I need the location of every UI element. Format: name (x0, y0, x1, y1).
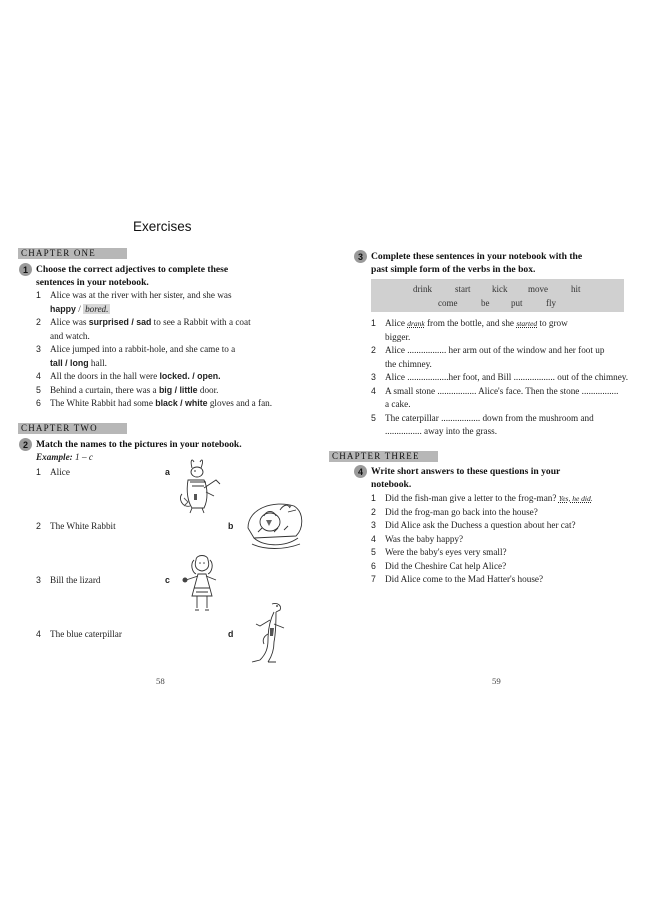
verb-word-box (371, 279, 624, 312)
white-rabbit-illustration (176, 458, 224, 514)
list-item: the chimney. (385, 358, 432, 369)
filled-answer: drank (407, 319, 425, 328)
filled-answer: started (516, 319, 538, 328)
exercise-4-items: 1 Did the fish-man give a letter to the frog-man? Yes, he did. 2 Did the frog-man go back into the house? 3 Did Alice ask the Duchess a question about her cat? 4 Was the baby happy? 5 Were the baby's eyes very small? 6 Did the Cheshire Cat help Alice? 7 Did Alice come to the Mad Hatter's house? (371, 493, 593, 584)
verb-word: put (511, 298, 523, 308)
exercise-2-example: Example: 1 – c (36, 452, 93, 462)
bill-lizard-illustration (246, 600, 292, 664)
list-item: a cake. (385, 399, 411, 409)
exercise-1-number: 1 (19, 263, 32, 276)
list-item: bigger. (385, 331, 411, 342)
verb-word: start (455, 284, 471, 294)
page-number-left: 58 (156, 676, 165, 686)
exercise-3-number: 3 (354, 250, 367, 263)
picture-label-d: d (228, 629, 234, 639)
chapter-three-heading: CHAPTER THREE (329, 451, 438, 462)
exercise-4-instruction: Write short answers to these questions in your notebook. (371, 466, 561, 490)
verb-word: move (528, 284, 548, 294)
list-item: tall / long hall. (50, 357, 107, 368)
filled-answer: Yes, he did. (558, 494, 593, 503)
picture-label-a: a (165, 467, 170, 477)
alice-illustration (182, 554, 222, 614)
chapter-two-heading: CHAPTER TWO (18, 423, 127, 434)
exercise-1-instruction: Choose the correct adjectives to complete these sentences in your notebook. (36, 264, 229, 288)
picture-label-b: b (228, 521, 234, 531)
verb-word: come (438, 298, 458, 308)
page-title: Exercises (133, 219, 192, 234)
exercise-1-items: 1 Alice was at the river with her sister, and she was happy / bored. 2 Alice was surprised / sad to see a Rabbit with a coat and watch. 3 Alice jumped into a rabbit-hole, and she came to a tall / long hall. 4 All the doors in the hall were locked. / open. 5 Behind a curtain, there was a big / little door. 6 The White Rabbit had some black / white gloves and a fan. (36, 290, 273, 408)
verb-word: hit (571, 284, 581, 294)
exercise-4-number: 4 (354, 465, 367, 478)
chapter-one-heading: CHAPTER ONE (18, 248, 127, 259)
list-item: and watch. (50, 330, 90, 341)
page-number-right: 59 (492, 676, 501, 686)
exercise-2-number: 2 (19, 438, 32, 451)
exercise-3-items: 1 Alice drank from the bottle, and she started to grow bigger. 2 Alice ................. her arm out of the window and her foot up the chimney. 3 Alice ..................her foot, and Bill .................. out of the chimney. 4 A small stone ................. Alice's face. Then the stone ................ a cake. 5 The caterpillar ................. down from the mushroom and ................ away into the grass. (371, 317, 651, 442)
list-item: happy / bored. (50, 303, 109, 314)
verb-word: drink (413, 284, 432, 294)
verb-word: fly (546, 298, 556, 308)
picture-label-c: c (165, 575, 170, 585)
caterpillar-on-mushroom-illustration (244, 498, 306, 552)
list-item: ................ away into the grass. (385, 426, 498, 436)
verb-word: kick (492, 284, 508, 294)
verb-word: be (481, 298, 490, 308)
exercise-3-instruction: Complete these sentences in your notebook with the past simple form of the verbs in the box. (371, 251, 583, 275)
exercise-2-instruction: Match the names to the pictures in your notebook. (36, 439, 242, 450)
selected-answer: bored. (85, 303, 109, 314)
